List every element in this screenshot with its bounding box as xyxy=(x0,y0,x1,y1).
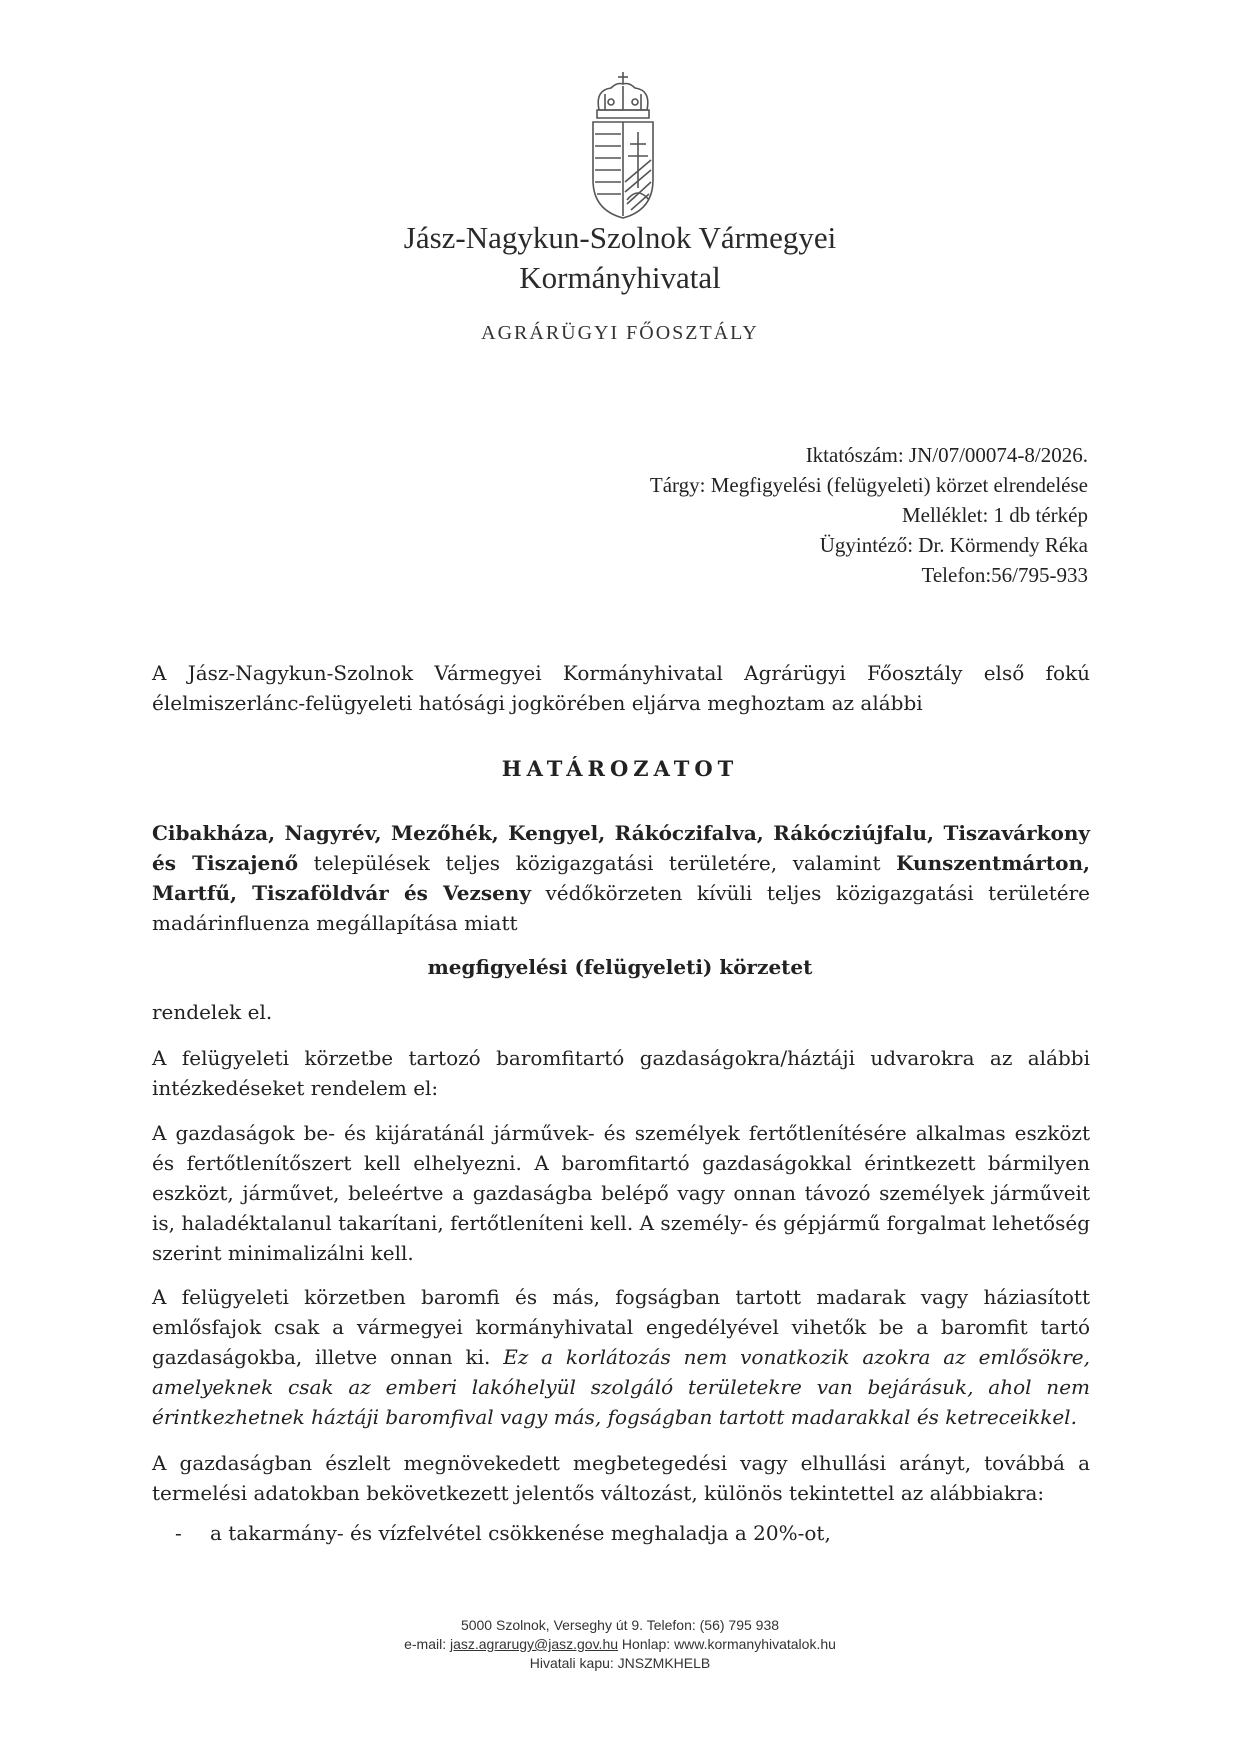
footer-email-link[interactable]: jasz.agrarugy@jasz.gov.hu xyxy=(449,1636,619,1652)
organization-name-line1: Jász-Nagykun-Szolnok Vármegyei xyxy=(403,220,837,255)
decision-paragraph xyxy=(152,818,1090,938)
settlements-outside-zone: Kunszentmárton, Martfű, Tiszaföldvár és Vezseny xyxy=(152,851,1090,905)
phone-line: Telefon:56/795-933 xyxy=(921,563,1088,587)
paragraph-3-normal: A felügyeleti körzetben baromfi és más, fogságban tartott madarak vagy háziasított emlősfajok csak a vármegyei kormányhivatal engedélyével vihetők be a baromfit tartó gazdaságokba, illetve onnan ki. xyxy=(152,1285,1090,1369)
paragraph-1: A felügyeleti körzetbe tartozó baromfitartó gazdaságokra/háztáji udvarokra az alábbi intézkedéseket rendelem el: xyxy=(152,1046,1090,1100)
decision-text-2: védőkörzeten kívüli teljes közigazgatási területére madárinfluenza megállapítása miatt xyxy=(152,881,1090,935)
list-dash: - xyxy=(175,1521,182,1545)
footer-website: Honlap: www.kormanyhivatalok.hu xyxy=(618,1636,836,1652)
intro-paragraph: A Jász-Nagykun-Szolnok Vármegyei Kormányhivatal Agrárügyi Főosztály első fokú élelmiszerlánc-felügyeleti hatósági jogkörében eljárva meghoztam az alábbi xyxy=(152,661,1090,715)
footer-email-prefix: e-mail: xyxy=(404,1636,450,1652)
subject-line: Tárgy: Megfigyelési (felügyeleti) körzet elrendelése xyxy=(649,473,1088,497)
footer-address: 5000 Szolnok, Verseghy út 9. Telefon: (56) 795 938 xyxy=(460,1617,780,1633)
settlements-list: Cibakháza, Nagyrév, Mezőhék, Kengyel, Rákóczifalva, Rákócziújfalu, Tiszavárkony és Tiszajenő xyxy=(152,821,1090,875)
paragraph-4: A gazdaságban észlelt megnövekedett megbetegedési vagy elhullási arányt, továbbá a termelési adatokban bekövetkezett jelentős változást, különös tekintettel az alábbiakra: xyxy=(152,1451,1090,1505)
footer xyxy=(0,1616,1240,1673)
footer-portal: Hivatali kapu: JNSZMKHELB xyxy=(529,1655,711,1671)
zone-title: megfigyelési (felügyeleti) körzetet xyxy=(427,955,813,979)
list-item-text: a takarmány- és vízfelvétel csökkenése meghaladja a 20%-ot, xyxy=(210,1521,831,1545)
decision-title: HATÁROZATOT xyxy=(501,756,739,781)
department-name: AGRÁRÜGYI FŐOSZTÁLY xyxy=(481,322,759,344)
paragraph-2: A gazdaságok be- és kijáratánál járművek- és személyek fertőtlenítésére alkalmas eszközt és fertőtlenítőszert kell elhelyezni. A baromfitartó gazdaságokkal érintkezett bármilyen eszközt, járművet, beleértve a gazdaságba belépő vagy onnan távozó személyek járműveit is, haladéktalanul takarítani, fertőtleníteni kell. A személy- és gépjármű forgalmat lehetőség szerint minimalizálni kell. xyxy=(152,1121,1090,1265)
document-meta xyxy=(650,440,1088,590)
reference-number: Iktatószám: JN/07/00074-8/2026. xyxy=(805,443,1088,467)
coat-of-arms-icon xyxy=(585,70,661,220)
organization-name-line2: Kormányhivatal xyxy=(519,260,721,295)
officer-line: Ügyintéző: Dr. Körmendy Réka xyxy=(819,533,1088,557)
list-item xyxy=(175,1518,1075,1548)
decision-text-1: települések teljes közigazgatási területére, valamint xyxy=(298,851,897,875)
attachment-line: Melléklet: 1 db térkép xyxy=(901,503,1088,527)
paragraph-3 xyxy=(152,1282,1090,1432)
paragraph-3-italic: Ez a korlátozás nem vonatkozik azokra az emlősökre, amelyeknek csak az emberi lakóhelyül szolgáló területekre van bejárásuk, ahol nem érintkezhetnek háztáji baromfival vagy más, fogságban tartott madarakkal és ketreceikkel. xyxy=(152,1345,1090,1429)
ordered-line: rendelek el. xyxy=(152,1000,273,1024)
footer-contact xyxy=(0,1635,1240,1654)
